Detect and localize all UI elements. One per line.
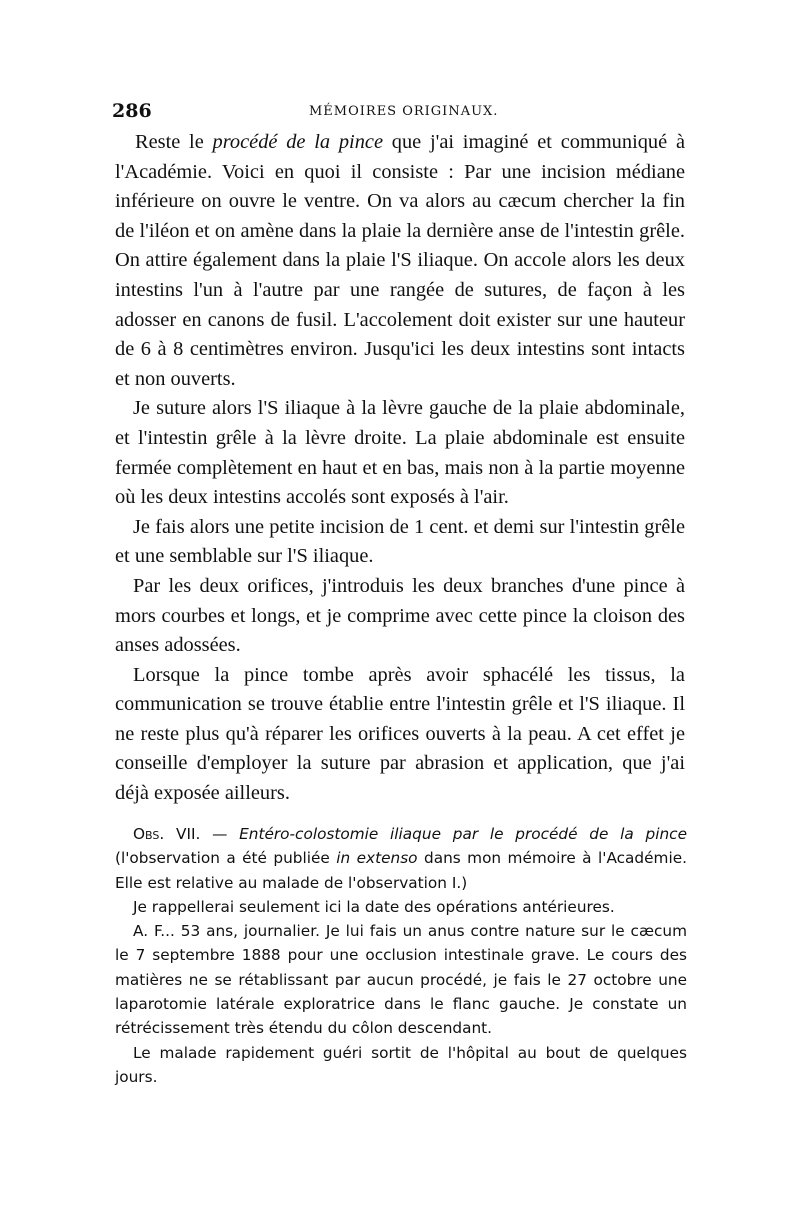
observation-title: Entéro-colostomie iliaque par le procédé de la pince [239, 825, 687, 843]
observation-dash: — [200, 825, 240, 843]
paragraph-rest: que j'ai imaginé et communiqué à l'Académie. Voici en quoi il consiste : Par une incision médiane inférieure on ouvre le ventre. On va alors au cæcum chercher la fin de l'iléon et on amène dans la plaie la dernière anse de l'intestin grêle. On attire également dans la plaie l'S iliaque. On accole alors les deux intestins l'un à l'autre par une rangée de sutures, de façon à les adosser en canons de fusil. L'accolement doit exister sur une hauteur de 6 à 8 centimètres environ. Jusqu'ici les deux intestins sont intacts et non ouverts. [115, 131, 685, 390]
observation-text-b: dans mon mémoire à l'Académie. Elle est relative au malade de l'observation I.) [115, 849, 687, 892]
running-title: MÉMOIRES ORIGINAUX. [309, 104, 499, 119]
observation-intro [115, 822, 687, 895]
paragraph-pince: Par les deux orifices, j'introduis les deux branches d'une pince à mors courbes et longs, et je comprime avec cette pince la cloison des anses adossées. [115, 574, 685, 657]
in-extenso: in extenso [336, 849, 418, 868]
paragraph-communication: Lorsque la pince tombe après avoir sphacélé les tissus, la communication se trouve établie entre l'intestin grêle et l'S iliaque. Il ne reste plus qu'à réparer les orifices ouverts à la peau. A cet effet je conseille d'employer la suture par abrasion et application, que j'ai déjà exposée ailleurs. [115, 663, 685, 805]
paragraph-incision: Je fais alors une petite incision de 1 cent. et demi sur l'intestin grêle et une semblable sur l'S iliaque. [115, 515, 685, 568]
observation-label: Obs. VII. [133, 825, 201, 843]
observation-section [115, 822, 687, 1089]
page-header [112, 100, 692, 128]
italic-procedure-name: procédé de la pince [212, 131, 384, 153]
page-number: 286 [112, 100, 152, 122]
observation-text-a: (l'observation a été publiée [115, 849, 337, 868]
observation-case: A. F... 53 ans, journalier. Je lui fais un anus contre nature sur le cæcum le 7 septembre 1888 pour une occlusion intestinale grave. Le cours des matières ne se rétablissant par aucun procédé, je fais le 27 octobre une laparotomie latérale exploratrice dans le flanc gauche. Je constate un rétrécissement très étendu du côlon descendant. [115, 922, 687, 1038]
observation-dates: Je rappellerai seulement ici la date des opérations antérieures. [133, 897, 615, 916]
paragraph-suture: Je suture alors l'S iliaque à la lèvre gauche de la plaie abdominale, et l'intestin grêle à la lèvre droite. La plaie abdominale est ensuite fermée complètement en haut et en bas, mais non à la partie moyenne où les deux intestins accolés sont exposés à l'air. [115, 397, 685, 509]
main-body-text [115, 128, 685, 809]
observation-outcome: Le malade rapidement guéri sortit de l'hôpital au bout de quelques jours. [115, 1043, 687, 1086]
paragraph-procedure [115, 128, 685, 394]
paragraph-lead: Reste le [135, 131, 213, 153]
